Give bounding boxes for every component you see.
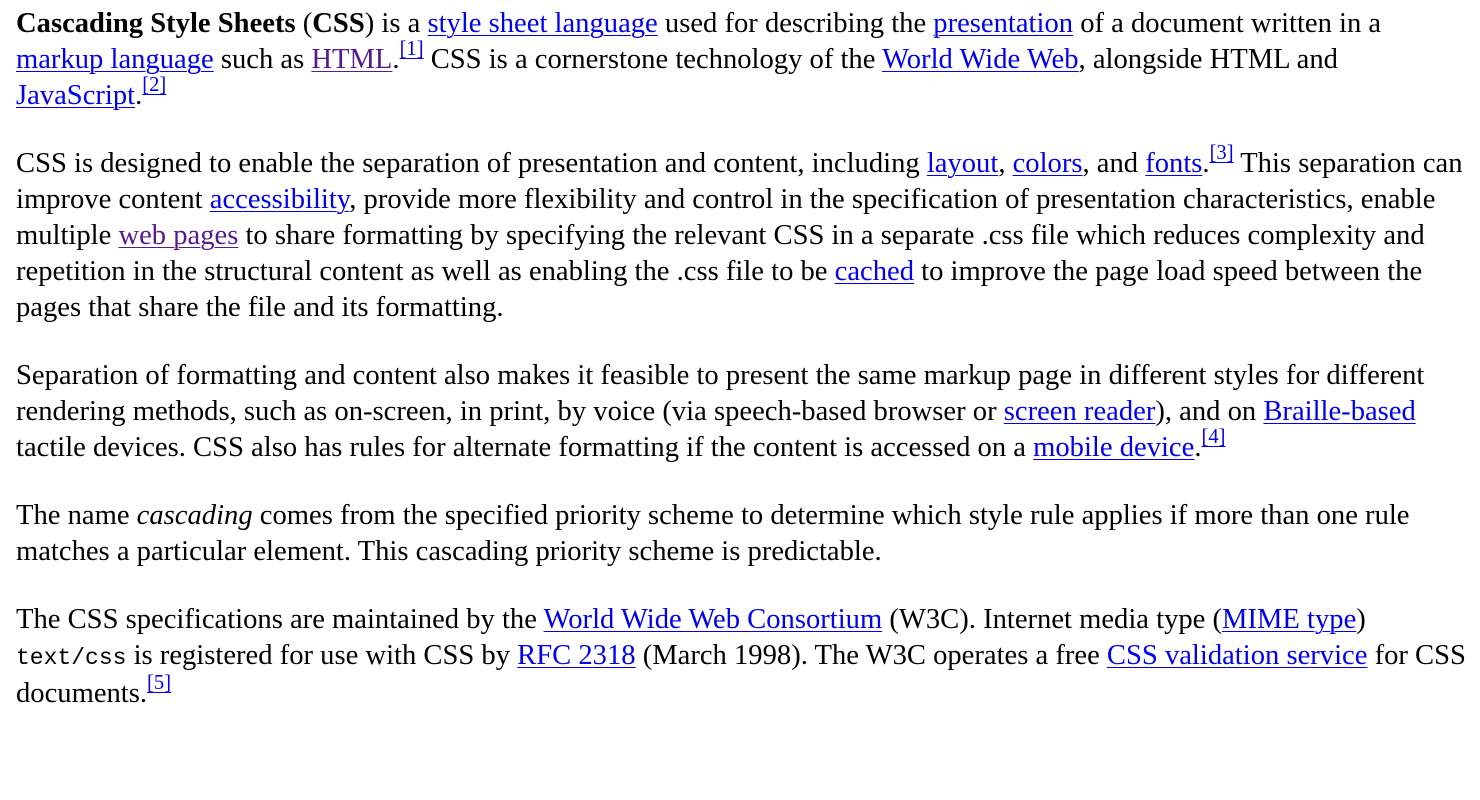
link-w3c[interactable]: World Wide Web Consortium [543, 604, 883, 635]
link-style-sheet-language[interactable]: style sheet language [427, 8, 658, 39]
citation-2[interactable]: [2] [142, 74, 167, 97]
link-world-wide-web[interactable]: World Wide Web [882, 44, 1079, 75]
link-cached[interactable]: cached [834, 256, 915, 287]
link-mobile-device[interactable]: mobile device [1033, 432, 1195, 463]
link-accessibility[interactable]: accessibility [209, 184, 350, 215]
link-html[interactable]: HTML [311, 44, 393, 75]
paragraph-separation: CSS is designed to enable the separation of presentation and content, including layout, colors, and fonts.[3] This separation can improve content accessibility, provide more flexibility and control in the specification of presentation characteristics, enable multiple web pages to share formatting by specifying the relevant CSS in a separate .css file which reduces complexity and repetition in the structural content as well as enabling the .css file to be cached to improve the page load speed between the pages that share the file and its formatting. [16, 142, 1463, 323]
link-fonts[interactable]: fonts [1145, 148, 1203, 179]
link-css-validation-service[interactable]: CSS validation service [1106, 640, 1368, 671]
link-mime-type[interactable]: MIME type [1222, 604, 1357, 635]
citation-4[interactable]: [4] [1201, 426, 1226, 449]
link-presentation[interactable]: presentation [933, 8, 1074, 39]
citation-1[interactable]: [1] [399, 38, 424, 61]
paragraph-rendering-methods: Separation of formatting and content also makes it feasible to present the same markup page in different styles for different rendering methods, such as on-screen, in print, by voice (via speech-based browser or screen reader), and on Braille-based tactile devices. CSS also has rules for alternate formatting if the content is accessed on a mobile device.[4] [16, 360, 1425, 463]
link-web-pages[interactable]: web pages [118, 220, 239, 251]
link-layout[interactable]: layout [926, 148, 999, 179]
paragraph-specifications: The CSS specifications are maintained by the World Wide Web Consortium (W3C). Internet media type (MIME type) text/css is registered for use with CSS by RFC 2318 (March 1998). The W3C operates a free CSS validation service for CSS documents.[5] [16, 604, 1466, 709]
paragraph-intro: Cascading Style Sheets (CSS) is a style sheet language used for describing the presentation of a document written in a markup language such as HTML.[1] CSS is a cornerstone technology of the World Wide Web, alongside HTML and JavaScript.[2] [16, 8, 1382, 111]
link-braille[interactable]: Braille-based [1263, 396, 1416, 427]
link-colors[interactable]: colors [1012, 148, 1083, 179]
link-javascript[interactable]: JavaScript [16, 80, 136, 111]
citation-3[interactable]: [3] [1209, 142, 1234, 165]
code-text-css: text/css [16, 645, 127, 671]
link-rfc-2318[interactable]: RFC 2318 [517, 640, 636, 671]
citation-5[interactable]: [5] [147, 672, 172, 695]
link-markup-language[interactable]: markup language [16, 44, 214, 75]
article-title: Cascading Style Sheets [16, 8, 296, 39]
paragraph-cascading: The name cascading comes from the specified priority scheme to determine which style rule applies if more than one rule matches a particular element. This cascading priority scheme is predictable. [16, 500, 1410, 567]
link-screen-reader[interactable]: screen reader [1003, 396, 1156, 427]
css-abbreviation: CSS [312, 8, 365, 39]
emphasis-cascading: cascading [136, 500, 253, 531]
